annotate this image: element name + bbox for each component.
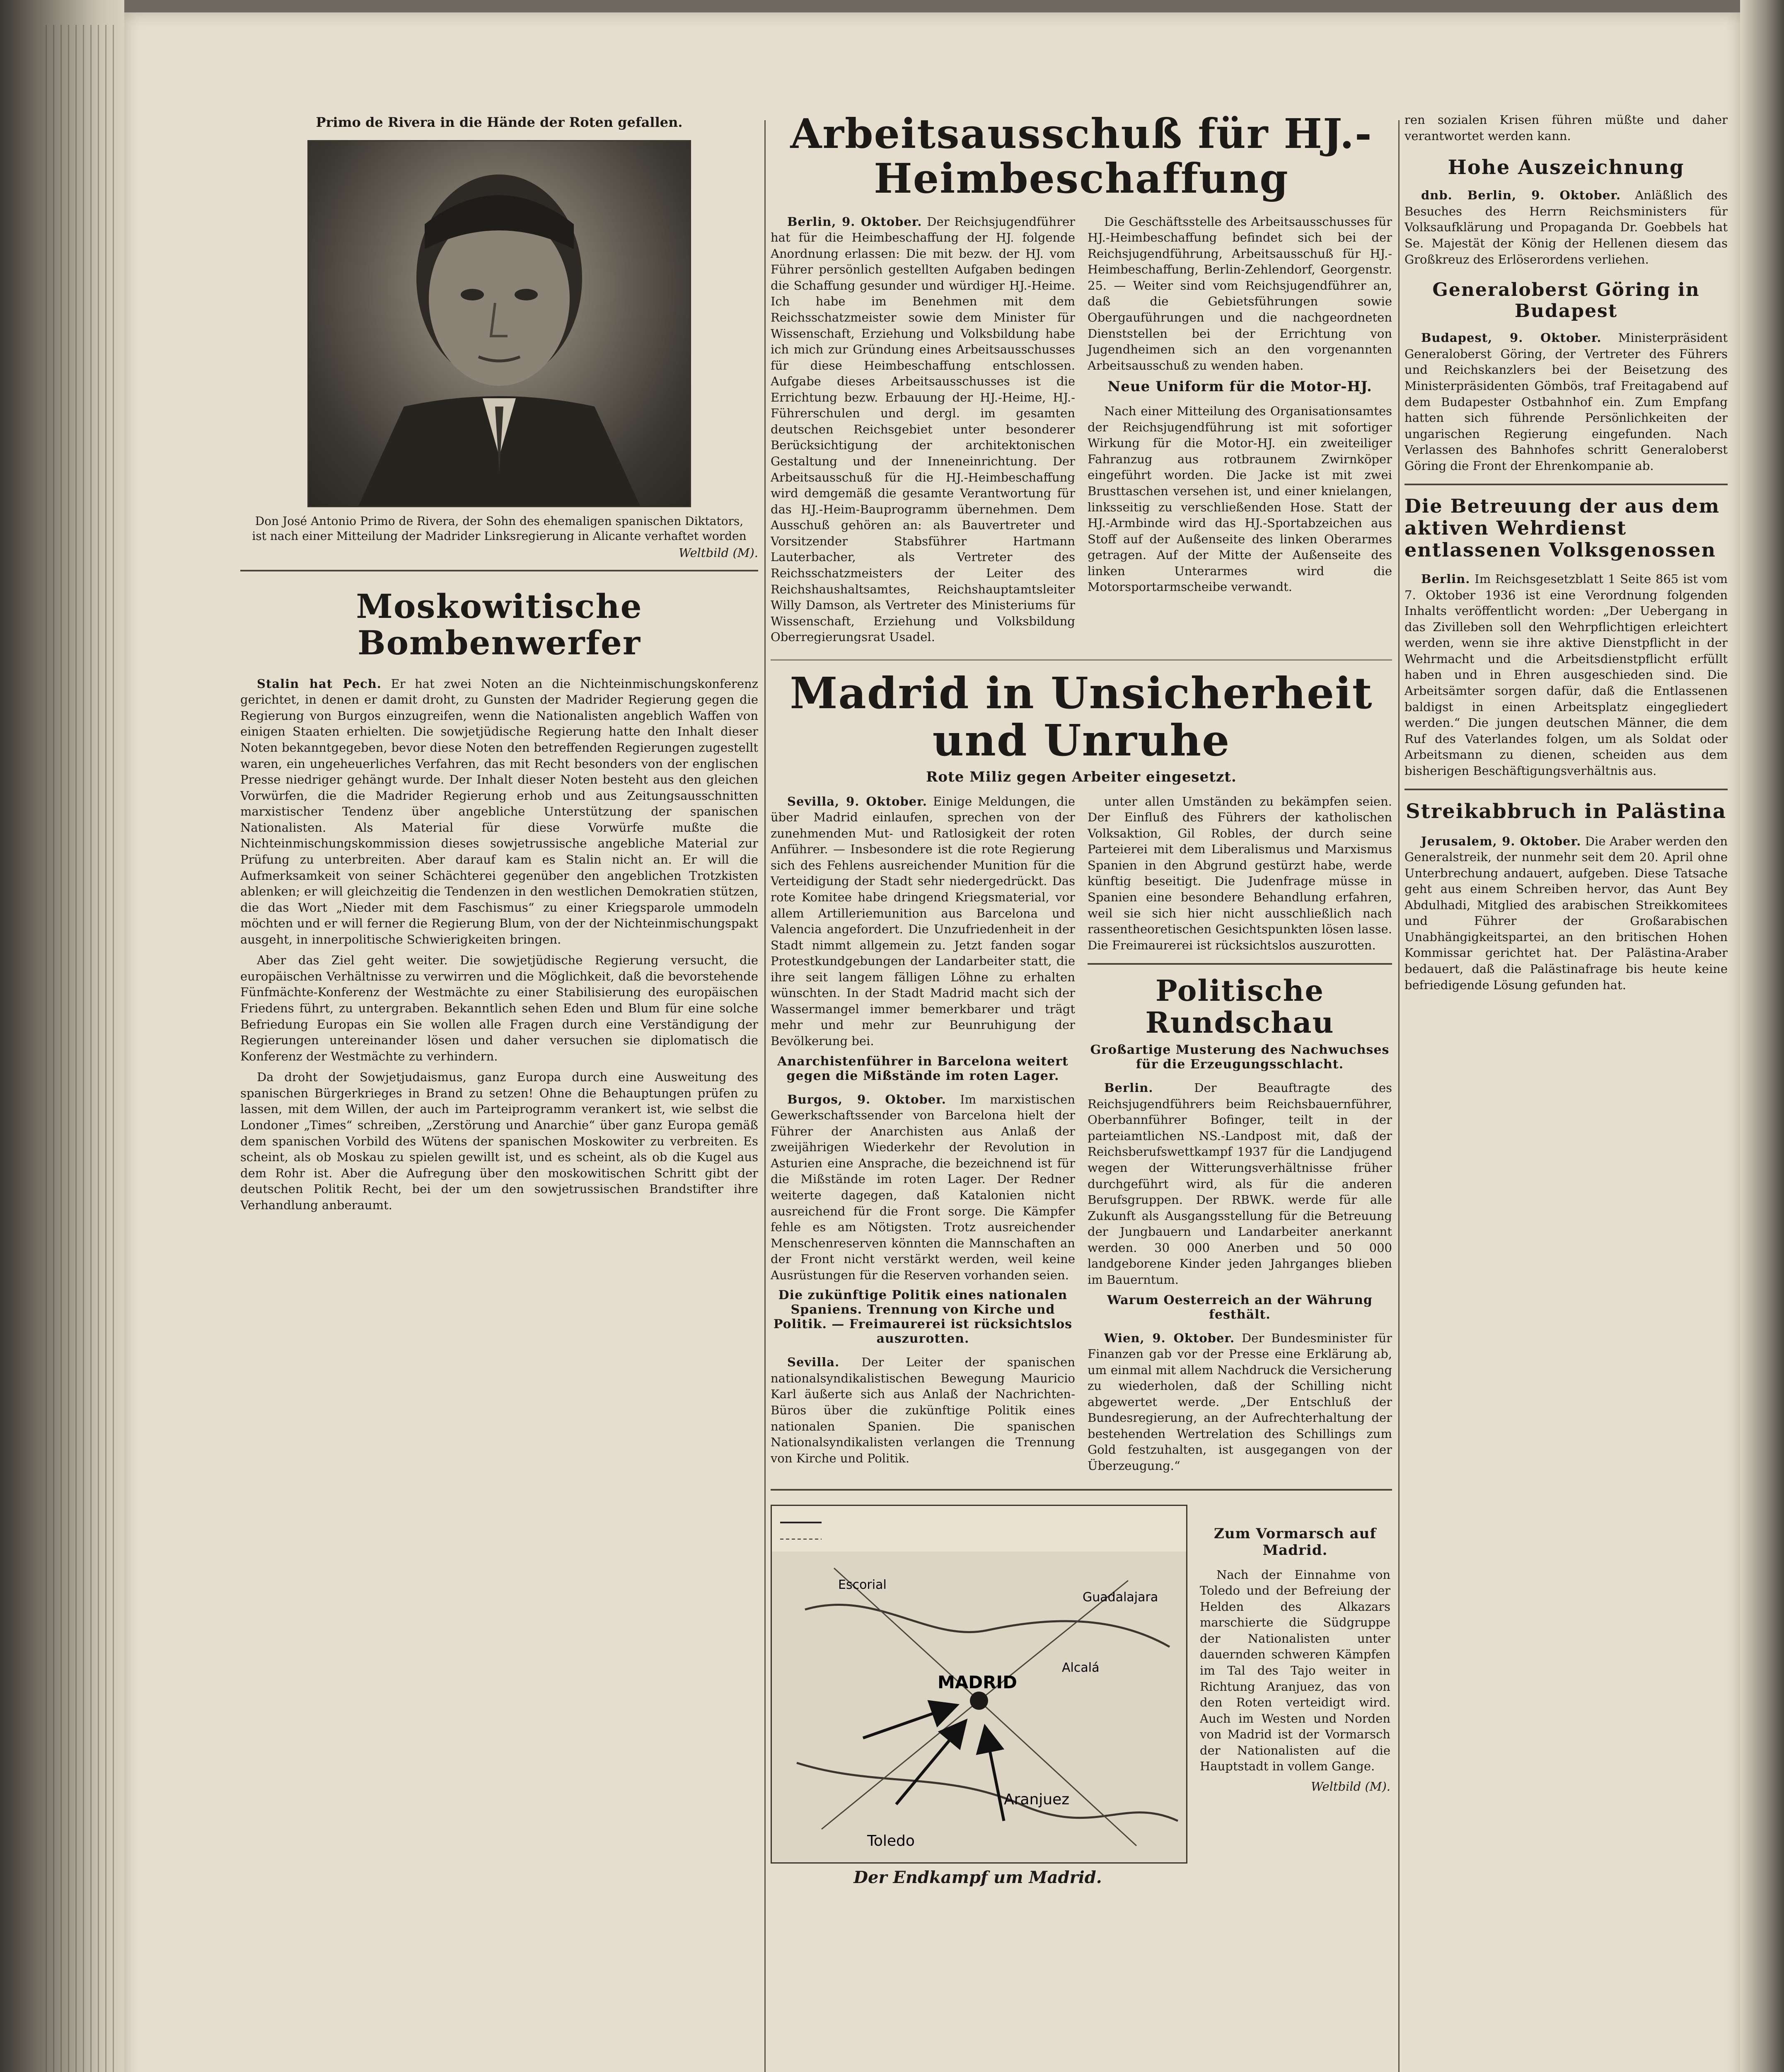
book-spine [0, 0, 124, 2072]
headline-palaestina: Streikabbruch in Palästina [1406, 800, 1726, 823]
map-credit: Weltbild (M). [1311, 1779, 1390, 1794]
column-rule [764, 120, 766, 2072]
paragraph-text: Der Beauftragte des Reichsjugendführers beim Reichsbauernführer, Oberbannführer Bofinger, teilt in der parteiamtlichen NS.-Landpost mit, daß der Reichsberufswettkampf 1937 für die Landjugend wegen der Witterungsverhältnisse früher durchgeführt wird, als für die anderen Berufsgruppen. Der RBWK. werde für alle Zukunft als Ausgangsstellung für die Betreuung der Jungbauern und Landarbeiter anerkannt werden. 30 000 Anerben und 50 000 landgeborene Kinder jeden Jahrganges blieben im Bauerntum. [1088, 1081, 1392, 1287]
dateline: Berlin, 9. Oktober. [787, 214, 922, 229]
column-rule [1398, 120, 1400, 2072]
dateline: Budapest, 9. Oktober. [1421, 331, 1602, 345]
paragraph-text: Die Araber werden den Generalstreik, der nunmehr seit dem 20. April ohne Unterbrechung andauert, aufgeben. Diese Tatsache geht aus einem Schreiben hervor, das Aunt Bey Abdulhadi, Mitglied des arabischen Streikkomitees und Führer der Großarabischen Unabhängigkeitspartei, an den britischen Hohen Kommissar gerichtet hat. Der Palästina-Araber bedauert, daß die Palästinafrage bis heute keine befriedigende Lösung gefunden hat. [1404, 834, 1728, 992]
headline-goering: Generaloberst Göring in Budapest [1432, 279, 1700, 322]
paragraph-text: Anläßlich des Besuches des Herrn Reichsministers für Volksaufklärung und Propaganda Dr. Goebbels hat Se. Majestät der König der Hellenen diesem das Großkreuz des Erlöserordens verliehen. [1404, 188, 1728, 266]
map-block [771, 1501, 1187, 1890]
headline-rundschau: Politische Rundschau [1145, 973, 1334, 1040]
headline-madrid: Madrid in Unsicherheit und Unruhe [790, 667, 1373, 766]
dateline: Berlin. [1421, 572, 1470, 586]
paragraph-text: Er hat zwei Noten an die Nichteinmischungskonferenz gerichtet, in denen er damit droht, zu Gunsten der Madrider Regierung gegen die Regierung von Burgos einzugreifen, wenn die Nationalisten angeblich Waffen von einigen Staaten erhielten. Die sowjetjüdische Regierung hatte den Inhalt dieser Noten bekanntgegeben, bevor diese Noten den betreffenden Regierungen zugestellt waren, ein ungeheuerliches Verfahren, das mit Recht besonders von der englischen Presse niedriger gehängt wurde. Der Inhalt dieser Noten besteht aus den gleichen Vorwürfen, die die Madrider Regierung erhob und aus Zeitungsausschnitten marxistischer Tendenz über angebliche Unterstützung der spanischen Nationalisten. Als Material für diese Vorwürfe mußte die Nichteinmischungskommission dieses sowjetrussische angebliche Material zur Prüfung zu unterbreiten. Aber darauf kam es Stalin nicht an. Er will die Aufmerksamkeit von seiner Schächterei gegenüber den angeblichen Trotzkisten ablenken; er will gleichzeitig die Tendenzen in den westlichen Demokratien stützen, die das Wort „Nieder mit dem Faschismus“ zu einer Kriegsparole ummodeln möchten und er will ferner die Regierung Blum, von der der Nichteinmischungspakt ausgeht, in innerpolitische Schwierigkeiten bringen. [240, 676, 758, 946]
divider [1404, 789, 1728, 790]
map-label: Guadalajara [1083, 1590, 1158, 1605]
paragraph: Aber das Ziel geht weiter. Die sowjetjüdische Regierung versucht, die europäischen Verhältnisse zu verwirren und die Möglichkeit, daß die bevorstehende Fünfmächte-Konferenz der Westmächte zu einer Stabilisierung des europäischen Friedens führt, zu untergraben. Bekanntlich sehen Eden und Blum für eine solche Befriedung Europas ein Sie wollen alle Fragen durch eine Verständigung der Regierungen untereinander lösen und daher versuchen sie diplomatisch die Konferenz der Westmächte zu verhindern. [240, 953, 758, 1063]
subheading: Neue Uniform für die Motor-HJ. [1107, 378, 1372, 395]
paragraph-text: Ministerpräsident Generaloberst Göring, der Vertreter des Führers und Reichskanzlers bei der Beisetzung des Ministerpräsidenten Gömbös, traf Freitagabend auf dem Budapester Ostbahnhof ein. Zum Empfang hatten sich führende Persönlichkeiten der ungarischen Regierung eingefunden. Nach Verlassen des Bahnhofes schritt Generaloberst Göring die Front der Ehrenkompanie ab. [1404, 331, 1728, 473]
article-madrid-right [1088, 794, 1392, 1479]
headline-betreuung: Die Betreuung der aus dem aktiven Wehrdienst entlassenen Volksgenossen [1404, 495, 1720, 562]
photo-credit: Weltbild (M). [679, 545, 758, 560]
dateline: Burgos, 9. Oktober. [787, 1092, 946, 1106]
paragraph-text: Im marxistischen Gewerkschaftssender von Barcelona hielt der Führer der Anarchisten aus Anlaß der zweijährigen Wiederkehr der Revolution in Asturien eine Ansprache, die bezeichnend ist für die Mißstände im roten Lager. Der Redner weiterte dagegen, daß Katalonien nicht ausreichend für die Front sorge. Die Kämpfer fehle es am Nötigsten. Trotz ausreichender Menschenreserven könnten die Mannschaften an der Front nicht verstärkt werden, weil keine Ausrüstungen für die Reserven vorhanden seien. [771, 1092, 1076, 1282]
map-madrid [771, 1505, 1187, 1864]
newspaper-page [124, 12, 1740, 2072]
divider [1404, 484, 1728, 485]
paragraph: unter allen Umständen zu bekämpfen seien. Der Einfluß des Führers der katholischen Volksaktion, Gil Robles, der durch seine Parteierei mit dem Liberalismus und Marxismus Spanien in den Abgrund gestürzt habe, werde künftig beseitigt. Die Judenfrage müsse in Spanien eine besondere Behandlung erfahren, weil sie sich hier nicht ausschließlich nach rassentheoretischen Gesichtspunkten lösen lasse. Die Freimaurerei ist rücksichtslos auszurotten. [1088, 794, 1392, 952]
map-label: Alcalá [1062, 1660, 1100, 1675]
paragraph-text: Im Reichsgesetzblatt 1 Seite 865 ist vom 7. Oktober 1936 ist eine Verordnung folgenden Inhalts veröffentlicht worden: „Der Uebergang in das Zivilleben soll den Wehrpflichtigen erleichtert werden, wenn sie ihre aktive Dienstpflicht in der Wehrmacht und die Arbeitsdienstpflicht erfüllt haben und in Ehren ausgeschieden sind. Die Arbeitsämter sorgen dafür, daß die Entlassenen baldigst in einen Arbeitsplatz eingegliedert werden.“ Die jungen deutschen Männer, die dem Ruf des Vaterlandes folgen, um als Soldat oder Arbeitsmann zu dienen, scheiden aus dem bisherigen Beschäftigungsverhältnis aus. [1404, 572, 1728, 778]
divider [771, 659, 1392, 661]
map-label: Escorial [838, 1577, 887, 1592]
map-label: Aranjuez [1004, 1791, 1070, 1808]
divider [771, 1489, 1392, 1491]
subheading: Großartige Musterung des Nachwuchses für die Erzeugungsschlacht. [1090, 1043, 1390, 1072]
photo-headline: Primo de Rivera in die Hände der Roten gefallen. [316, 114, 683, 130]
article-madrid [771, 794, 1392, 1479]
subheading: Rote Miliz gegen Arbeiter eingesetzt. [926, 768, 1237, 785]
column-center [771, 112, 1392, 1890]
subheading: Anarchistenführer in Barcelona weitert gegen die Mißstände im roten Lager. [777, 1054, 1068, 1083]
paragraph-text: Einige Meldungen, die über Madrid einlaufen, sprechen von der zunehmenden Mut- und Ratlosigkeit der roten Anführer. — Insbesondere ist die rote Regierung sich des Fehlens ausreichender Munition für die Verteidigung der Stadt sehr niedergedrückt. Das rote Komitee habe dringend Kriegsmaterial, vor allem Artilleriemunition aus Barcelona und Valencia angefordert. Die Unzufriedenheit in der Stadt nimmt allgemein zu. Jetzt fanden sogar Protestkundgebungen der Landarbeiter statt, die ihre seit langem fälligen Löhne zu erhalten wünschten. In der Stadt Madrid macht sich der Wassermangel immer bemerkbarer und trägt mehr und mehr zur Beunruhigung der Bevölkerung bei. [771, 794, 1076, 1048]
divider [240, 570, 758, 571]
portrait-photo [307, 140, 691, 507]
article-hj [771, 214, 1392, 650]
dateline: Jerusalem, 9. Oktober. [1421, 834, 1581, 848]
paragraph [240, 676, 758, 948]
column-right [1404, 112, 1728, 998]
paragraph: Nach einer Mitteilung des Organisationsamtes der Reichsjugendführung ist mit sofortiger Wirkung für die Motor-HJ. ein zweiteiliger Fahranzug aus rotbraunem Zwirnköper eingeführt worden. Die Jacke ist mit zwei Brusttaschen versehen ist, und einer knielangen, linksseitig zu verschließenden Hose. Statt der HJ.-Armbinde wird das HJ.-Sportabzeichen aus Stoff auf der Außenseite des linken Oberarmes getragen. Auf der Mitte der Außenseite des linken Unterarmes wird die Motorsportarmscheibe verwandt. [1088, 404, 1392, 594]
article-hj-right [1088, 214, 1392, 650]
paragraph: ren sozialen Krisen führen müßte und daher verantwortet werden kann. [1404, 113, 1728, 143]
paragraph-text: Der Reichsjugendführer hat für die Heimbeschaffung der HJ. folgende Anordnung erlassen: Die mit bezw. der HJ. vom Führer persönlich gestellten Aufgaben bedingen die Schaffung gesunder und würdiger HJ.-Heime. Ich habe im Benehmen mit dem Reichsschatzmeister sowie dem Minister für Wissenschaft, Erziehung und Volksbildung habe ich mich zur Gründung eines Arbeitsausschusses für diese Heimbeschaffung entschlossen. Aufgabe dieses Arbeitsausschusses ist die Errichtung bezw. Erbauung der HJ.-Heime, HJ.-Führerschulen und dergl. im gesamten deutschen Reichsgebiet unter besonderer Berücksichtigung der architektonischen Gestaltung und der Inneneinrichtung. Der Arbeitsausschuß für die HJ.-Heimbeschaffung wird demgemäß die gesamte Verantwortung für das HJ.-Heim-Bauprogramm übernehmen. Dem Ausschuß gehören an: als Bauvertreter und Vorsitzender Stabsführer Hartmann Lauterbacher, als Vertreter des Reichsschatzmeisters der Leiter des Reichshaushaltsamtes, Reichshauptamtsleiter Willy Damson, als Vertreter des Ministeriums für Wissenschaft, Erziehung und Volksbildung Oberregierungsrat Usadel. [771, 214, 1075, 644]
map-title: Der Endkampf um Madrid. [853, 1867, 1102, 1887]
map-label: Toledo [867, 1832, 915, 1849]
portrait-figure [309, 141, 690, 506]
divider [1088, 963, 1392, 965]
dateline: Wien, 9. Oktober. [1104, 1331, 1235, 1345]
headline-auszeichnung: Hohe Auszeichnung [1448, 156, 1685, 179]
article-hj-left [771, 214, 1075, 650]
paragraph-text: Der Bundesminister für Finanzen gab vor der Presse eine Erklärung ab, um einmal mit allem Nachdruck die Versicherung zu wiederholen, daß der Schilling nicht abgewertet werde. „Der Entschluß der Bundesregierung, an der Aufrechterhaltung der bestehenden Wertrelation des Schillings zum Gold festzuhalten, ist ausgegangen von der Überzeugung.“ [1088, 1331, 1392, 1473]
dateline: Sevilla. [787, 1355, 840, 1370]
map-drawing [772, 1506, 1186, 1862]
dateline: Berlin. [1104, 1081, 1153, 1095]
map-text [1200, 1501, 1390, 1802]
map-label: MADRID [938, 1672, 1017, 1692]
right-page-edge [1740, 0, 1784, 2072]
photo-caption: Don José Antonio Primo de Rivera, der Sohn des ehemaligen spanischen Diktators, ist nach einer Mitteilung der Madrider Linksregierung in Alicante verhaftet worden [252, 514, 747, 543]
paragraph: Da droht der Sowjetjudaismus, ganz Europa durch eine Ausweitung des spanischen Bürgerkrieges in Brand zu setzen! Ohne die Behauptungen prüfen zu lassen, mit dem Willen, der auch im Parteiprogramm verankert ist, wie selbst die Londoner „Times“ schreiben, „Zerstörung und Anarchie“ über ganz Europa gemäß dem spanischen Vorbild des Wütens der spanischen Moskowiter zu verbreiten. Es scheint, als ob Moskau zu spielen gewillt ist, und es scheint, als ob die Kugel aus dem Rohr ist. Aber die Aufregung über den moskowitischen Schritt gibt der deutschen Politik Recht, bei der um den sowjetrussischen Brandstifter ihre Verhandlung anberaumt. [240, 1070, 758, 1212]
map-section [771, 1501, 1392, 1890]
subheading: Die zukünftige Politik eines nationalen Spaniens. Trennung von Kirche und Politik. — Freimaurerei ist rücksichtslos auszurotten. [773, 1288, 1073, 1346]
dateline: Stalin hat Pech. [257, 676, 382, 691]
paragraph: Nach der Einnahme von Toledo und der Befreiung der Helden des Alkazars marschierte die Südgruppe der Nationalisten unter dauernden schweren Kämpfen im Tal des Tajo weiter in Richtung Aranjuez, das von den Roten verteidigt wird. Auch im Westen und Norden von Madrid ist der Vormarsch der Nationalisten auf die Hauptstadt in vollem Gange. [1200, 1567, 1390, 1774]
subheading: Zum Vormarsch auf Madrid. [1214, 1525, 1376, 1559]
headline-bombenwerfer: Moskowitische Bombenwerfer [356, 586, 643, 662]
page-edges [46, 25, 120, 2072]
paragraph: Die Geschäftsstelle des Arbeitsausschusses für HJ.-Heimbeschaffung befindet sich bei der Reichsjugendführung, Arbeitsausschuß für HJ.-Heimbeschaffung, Berlin-Zehlendorf, Georgenstr. 25. — Weiter sind vom Reichsjugendführer an, daß die Gebietsführungen sowie Obergauführungen und die nachgeordneten Dienststellen bei der Errichtung von Jugendheimen sich an den vorgenannten Arbeitsausschuß zu wenden haben. [1088, 214, 1392, 373]
article-madrid-left [771, 794, 1075, 1479]
dateline: Sevilla, 9. Oktober. [787, 794, 927, 808]
column-left [240, 112, 758, 1218]
dateline: dnb. Berlin, 9. Oktober. [1421, 188, 1621, 203]
headline-hj-heimbeschaffung: Arbeitsausschuß für HJ.-Heimbeschaffung [790, 110, 1373, 203]
subheading: Warum Oesterreich an der Währung festhält. [1107, 1293, 1373, 1322]
paragraph-text: Der Leiter der spanischen nationalsyndikalistischen Bewegung Mauricio Karl äußerte sich aus Anlaß der Nachrichten-Büros über die zukünftige Politik eines nationalen Spanien. Die spanischen Nationalsyndikalisten verlangen die Trennung von Kirche und Politik. [771, 1355, 1075, 1465]
